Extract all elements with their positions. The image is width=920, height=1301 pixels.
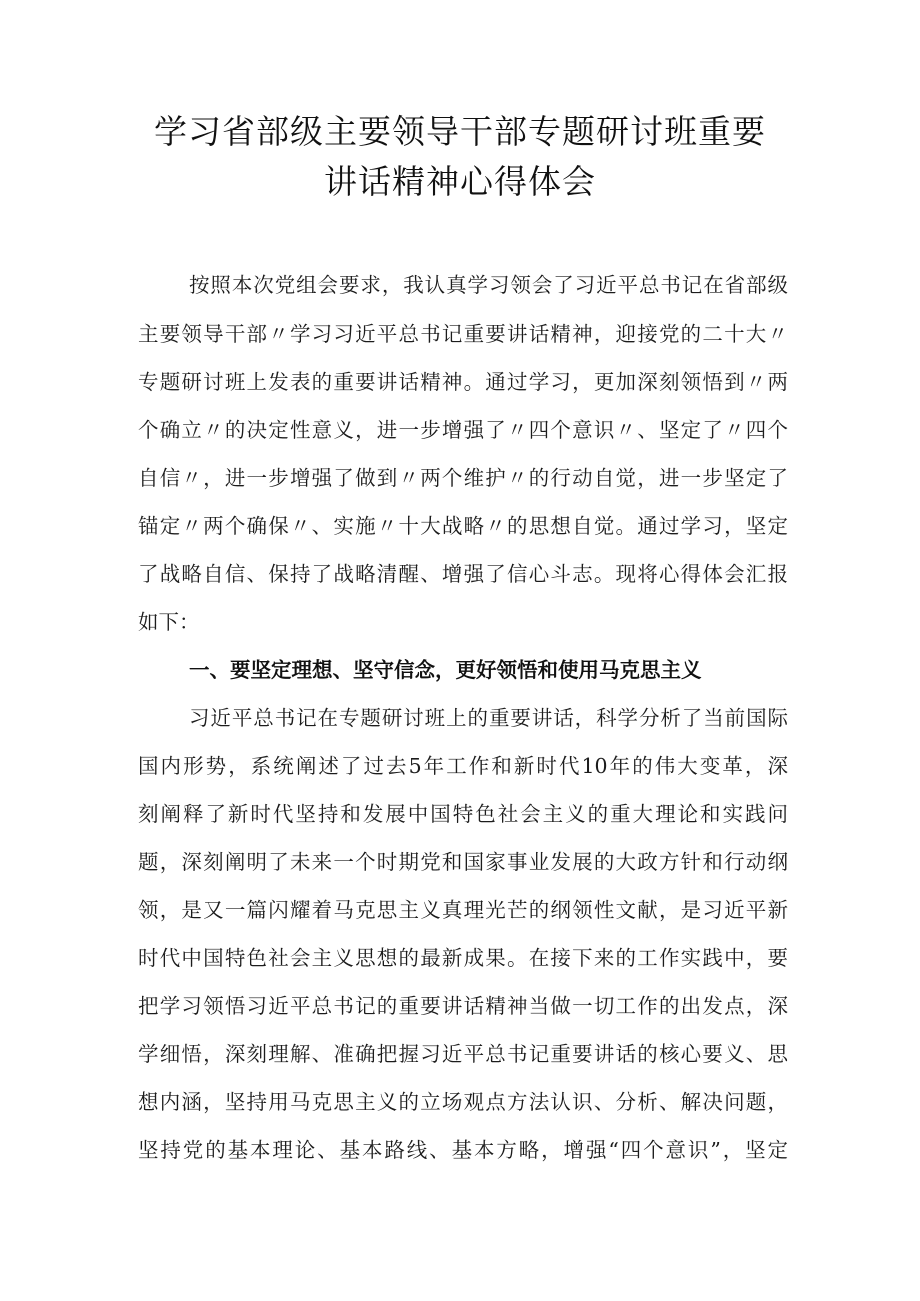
intro-paragraph-line: 了战略自信、保持了战略清醒、增强了信心斗志。现将心得体会汇报	[138, 562, 788, 586]
section1-paragraph-line: 题，深刻阐明了未来一个时期党和国家事业发展的大政方针和行动纲	[138, 850, 788, 874]
section1-paragraph-line: 坚持党的基本理论、基本路线、基本方略，增强“四个意识”，坚定	[138, 1138, 788, 1162]
section1-paragraph-line: 国内形势，系统阐述了过去5年工作和新时代10年的伟大变革，深	[138, 754, 788, 778]
intro-paragraph-line: 锚定〃两个确保〃、实施〃十大战略〃的思想自觉。通过学习，坚定	[138, 514, 788, 538]
section1-paragraph-line: 刻阐释了新时代坚持和发展中国特色社会主义的重大理论和实践问	[138, 802, 788, 826]
section1-paragraph-line: 领，是又一篇闪耀着马克思主义真理光芒的纲领性文献，是习近平新	[138, 898, 788, 922]
section1-paragraph-line: 学细悟，深刻理解、准确把握习近平总书记重要讲话的核心要义、思	[138, 1042, 788, 1066]
intro-paragraph-line: 按照本次党组会要求，我认真学习领会了习近平总书记在省部级	[189, 273, 788, 297]
section-heading-1: 一、要坚定理想、坚守信念，更好领悟和使用马克思主义	[189, 658, 702, 682]
intro-paragraph-line: 主要领导干部〃学习习近平总书记重要讲话精神，迎接党的二十大〃	[138, 322, 788, 346]
section1-paragraph-line: 把学习领悟习近平总书记的重要讲话精神当做一切工作的出发点，深	[138, 994, 788, 1018]
intro-paragraph-line: 个确立〃的决定性意义，进一步增强了〃四个意识〃、坚定了〃四个	[138, 418, 788, 442]
section1-paragraph-line: 想内涵，坚持用马克思主义的立场观点方法认识、分析、解决问题，	[138, 1090, 788, 1114]
section1-paragraph-line: 习近平总书记在专题研讨班上的重要讲话，科学分析了当前国际	[189, 706, 788, 730]
document-title-line-1: 学习省部级主要领导干部专题研讨班重要	[154, 112, 766, 151]
intro-paragraph-line: 如下：	[138, 610, 200, 634]
document-title-line-2: 讲话精神心得体会	[324, 162, 596, 201]
intro-paragraph-line: 自信〃，进一步增强了做到〃两个维护〃的行动自觉，进一步坚定了	[138, 466, 788, 490]
intro-paragraph-line: 专题研讨班上发表的重要讲话精神。通过学习，更加深刻领悟到〃两	[138, 370, 788, 394]
section1-paragraph-line: 时代中国特色社会主义思想的最新成果。在接下来的工作实践中，要	[138, 946, 788, 970]
